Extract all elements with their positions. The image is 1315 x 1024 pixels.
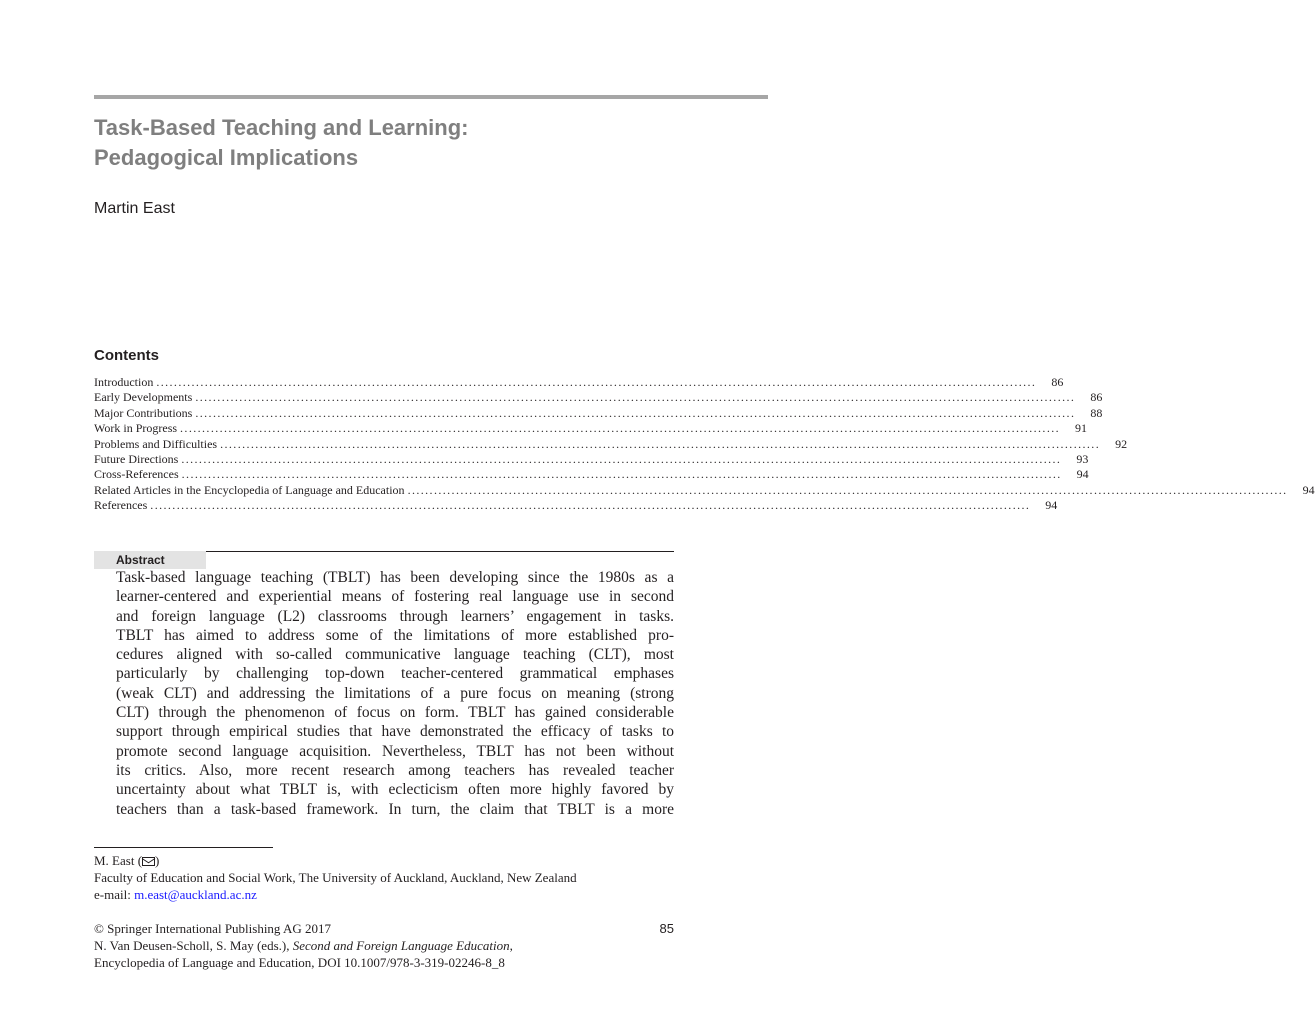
toc-page: 94 [1045,498,1058,513]
toc-entry-early-developments[interactable] [94,390,1103,405]
editors-line [94,937,674,954]
toc-label: Work in Progress [94,421,178,436]
toc-entry-future-directions[interactable] [94,451,1089,467]
copyright-line: © Springer International Publishing AG 2017 [94,921,331,936]
footnote-author-close: ) [155,853,160,868]
citation-line: Encyclopedia of Language and Education, DOI 10.1007/978-3-319-02246-8_8 [94,955,505,970]
abstract-label-box [94,551,206,569]
toc-label: References [94,498,148,513]
toc-entry-introduction[interactable] [94,375,1064,390]
email-label: e-mail: [94,887,135,902]
page-number: 85 [659,921,674,936]
title-line-2: Pedagogical Implications [94,145,359,170]
toc-leader-dots: ........................................................................................................................................................................................................ [180,421,1061,436]
footnote-author: M. East ( [94,853,143,868]
toc-entry-major-contributions[interactable] [94,405,1103,421]
toc-entry-references[interactable] [94,498,1058,513]
editors: N. Van Deusen-Scholl, S. May (eds.), [94,938,293,953]
toc-page: 86 [1090,390,1103,405]
toc-label: Introduction [94,375,154,389]
toc-label: Major Contributions [94,405,193,420]
toc-page: 91 [1075,421,1088,436]
publication-info [94,920,674,971]
toc-entry-problems-and-difficulties[interactable] [94,436,1128,452]
toc-page: 88 [1090,405,1103,420]
footnote-author-line [94,852,577,869]
toc-entry-work-in-progress[interactable] [94,421,1088,436]
abstract-line: TBLT has aimed to address some of the limitations of more established pro- [116,626,674,644]
abstract-line: learner-centered and experiential means of fostering real language use in second [116,588,674,606]
toc-label: Related Articles in the Encyclopedia of Language and Education [94,482,405,497]
abstract-line: Task-based language teaching (TBLT) has been developing since the 1980s as a [116,569,674,586]
footnote-email-line [94,886,577,903]
toc-leader-dots: ........................................................................................................................................................................................................ [181,451,1062,466]
footnote-affiliation: Faculty of Education and Social Work, The University of Auckland, Auckland, New Zealand [94,870,577,885]
toc-page: 94 [1076,467,1089,482]
toc-label: Cross-References [94,467,179,482]
abstract-body [116,568,674,819]
footnote-rule [94,847,273,848]
abstract-line: promote second language acquisition. Nevertheless, TBLT has not been without [116,742,674,760]
toc-leader-dots: ........................................................................................................................................................................................................ [195,405,1076,420]
abstract-line: teachers than a task-based framework. In turn, the claim that TBLT is a more [116,800,674,818]
author-name: Martin East [94,200,175,217]
abstract-line: CLT) through the phenomenon of focus on form. TBLT has gained considerable [116,704,674,722]
toc-label: Early Developments [94,390,193,405]
toc-label: Future Directions [94,451,179,466]
chapter-title [94,113,734,173]
abstract-line: support through empirical studies that have demonstrated the efficacy of tasks to [116,723,674,741]
book-title: Second and Foreign Language Education [292,938,510,953]
toc-leader-dots: ........................................................................................................................................................................................................ [156,375,1037,389]
toc-label: Problems and Difficulties [94,436,218,451]
toc-leader-dots: ........................................................................................................................................................................................................ [150,498,1031,513]
email-link[interactable]: m.east@auckland.ac.nz [134,887,257,902]
contents-heading: Contents [94,347,159,364]
toc-leader-dots: ........................................................................................................................................................................................................ [220,436,1101,451]
toc-page: 94 [1302,482,1315,497]
toc-entry-related-articles[interactable] [94,482,1315,498]
abstract-rule [206,551,674,552]
abstract-label: Abstract [116,553,165,567]
toc-leader-dots: ........................................................................................................................................................................................................ [195,390,1076,405]
abstract-line: uncertainty about what TBLT is, with eclecticism often more highly favored by [116,781,674,799]
title-line-1: Task-Based Teaching and Learning: [94,115,469,140]
abstract-line: particularly by challenging top-down teacher-centered grammatical emphases [116,665,674,683]
abstract-line: cedures aligned with so-called communicative language teaching (CLT), most [116,646,674,664]
toc-entry-cross-references[interactable] [94,467,1089,482]
toc-leader-dots: ........................................................................................................................................................................................................ [407,482,1288,497]
top-rule [94,95,768,99]
abstract-line: its critics. Also, more recent research among teachers has revealed teacher [116,761,674,779]
editors-comma: , [509,938,513,953]
toc-leader-dots: ........................................................................................................................................................................................................ [181,467,1062,482]
toc-page: 86 [1051,375,1064,389]
envelope-icon [142,857,155,866]
table-of-contents [94,375,1315,514]
abstract-line: (weak CLT) and addressing the limitations of a pure focus on meaning (strong [116,684,674,702]
author-footnote [94,852,577,903]
abstract-line: and foreign language (L2) classrooms through learners’ engagement in tasks. [116,607,674,625]
toc-page: 92 [1115,436,1128,451]
toc-page: 93 [1076,451,1089,466]
